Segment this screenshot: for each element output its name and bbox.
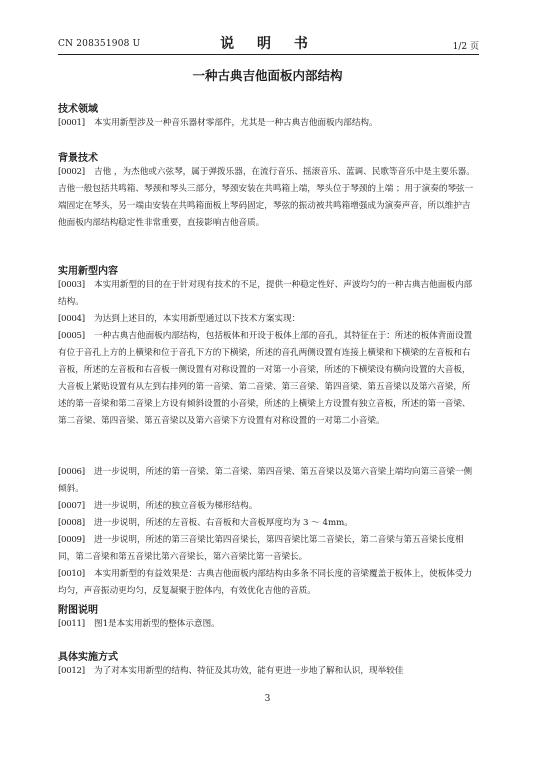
- paragraph-number: [0008]: [58, 518, 85, 528]
- paragraph: [58, 498, 479, 515]
- section-heading-background: 背景技术: [58, 153, 98, 164]
- paragraph: [58, 328, 479, 430]
- paragraph-text: 本实用新型涉及一种音乐器材零部件，尤其是一种古典吉他面板内部结构。: [94, 118, 378, 128]
- publication-number: CN 208351908 U: [58, 39, 141, 49]
- section-heading-drawings: 附图说明: [58, 605, 98, 616]
- section-heading-content: 实用新型内容: [58, 266, 118, 277]
- section-heading-embodiment: 具体实施方式: [58, 652, 118, 663]
- paragraph-number: [0010]: [58, 569, 85, 579]
- paragraph-number: [0003]: [58, 280, 85, 290]
- paragraph: [58, 164, 479, 232]
- paragraph-text: 进一步说明，所述的左音板、右音板和大音板厚度均为 3 ～ 4mm。: [94, 518, 353, 528]
- paragraph: [58, 515, 479, 532]
- page-number: 3: [264, 694, 271, 704]
- page-header: [58, 33, 479, 53]
- paragraph-number: [0004]: [58, 314, 85, 324]
- paragraph: [58, 311, 479, 328]
- paragraph-text: 本实用新型的有益效果是：古典吉他面板内部结构由多条不同长度的音梁覆盖于板体上，使板体受力均匀，声音振动更均匀，反复凝聚于腔体内，有效优化吉他的音质。: [58, 569, 473, 596]
- paragraph: [58, 464, 479, 498]
- paragraph-text: 本实用新型的目的在于针对现有技术的不足，提供一种稳定性好、声波均匀的一种古典吉他面板内部结构。: [58, 280, 473, 307]
- header-rule: [58, 54, 479, 55]
- paragraph-number: [0002]: [58, 167, 85, 177]
- paragraph-number: [0006]: [58, 467, 85, 477]
- paragraph-number: [0001]: [58, 118, 85, 128]
- paragraph-number: [0007]: [58, 501, 85, 511]
- paragraph-number: [0005]: [58, 331, 85, 341]
- document-title: 一种古典吉他面板内部结构: [192, 68, 343, 83]
- document-type-title: 说 明 书: [220, 36, 317, 52]
- paragraph: [58, 277, 479, 311]
- paragraph-number: [0012]: [58, 666, 85, 676]
- paragraph-text: 为达到上述目的，本实用新型通过以下技术方案实现：: [94, 314, 301, 324]
- paragraph: [58, 663, 479, 680]
- page-count: 1/2 页: [452, 42, 479, 52]
- paragraph-number: [0011]: [58, 619, 85, 629]
- paragraph-text: 吉他 ，为杰他或六弦琴，属于弹拨乐器，在流行音乐、摇滚音乐、蓝调、民歌等音乐中是主要乐器。吉他一般包括共鸣箱、琴颈和琴头三部分，琴颈安装在共鸣箱上端，琴头位于琴颈的上端 ；用于演奏的琴弦一端固定在琴头，另一端由安装在共鸣箱面板上琴码固定，琴弦的振动被共鸣箱增强成为演奏声音，所以维护吉他面板内部结构稳定性非常重要，直接影响吉他音质。: [58, 167, 475, 228]
- paragraph-text: 进一步说明，所述的独立音板为梯形结构。: [94, 501, 258, 511]
- paragraph: [58, 115, 479, 132]
- paragraph-text: 进一步说明，所述的第三音梁比第四音梁长，第四音梁比第二音梁长，第二音梁与第五音梁长度相同，第二音梁和第五音梁比第六音梁长，第六音梁比第一音梁长。: [58, 535, 464, 562]
- paragraph-text: 为了对本实用新型的结构、特征及其功效，能有更进一步地了解和认识，现举较佳: [94, 666, 404, 676]
- paragraph-text: 一种古典吉他面板内部结构，包括板体和开设于板体上部的音孔，其特征在于：所述的板体背面设置有位于音孔上方的上横梁和位于音孔下方的下横梁，所述的音孔两侧设置有连接上横梁和下横梁的左音板和右音板，所述的左音板和右音板一侧设置有对称设置的一对第一小音梁，所述的下横梁设有横向设置的大音板，大音板上紧贴设置有从左到右排列的第一音梁、第二音梁、第三音梁、第四音梁、第五音梁以及第六音梁，所述的第一音梁和第二音梁上方设有倾斜设置的小音梁，所述的上横梁上方设置有独立音板，所述的第一音梁、第二音梁、第四音梁、第五音梁以及第六音梁下方设置有对称设置的一对第二小音梁。: [58, 331, 473, 426]
- paragraph-text: 图1是本实用新型的整体示意图。: [94, 619, 220, 629]
- paragraph: [58, 616, 479, 633]
- paragraph-text: 进一步说明，所述的第一音梁、第二音梁、第四音梁、第五音梁以及第六音梁上端均向第三音梁一侧倾斜。: [58, 467, 473, 494]
- paragraph: [58, 566, 479, 600]
- paragraph: [58, 532, 479, 566]
- section-heading-tech-field: 技术领域: [58, 104, 98, 115]
- paragraph-number: [0009]: [58, 535, 85, 545]
